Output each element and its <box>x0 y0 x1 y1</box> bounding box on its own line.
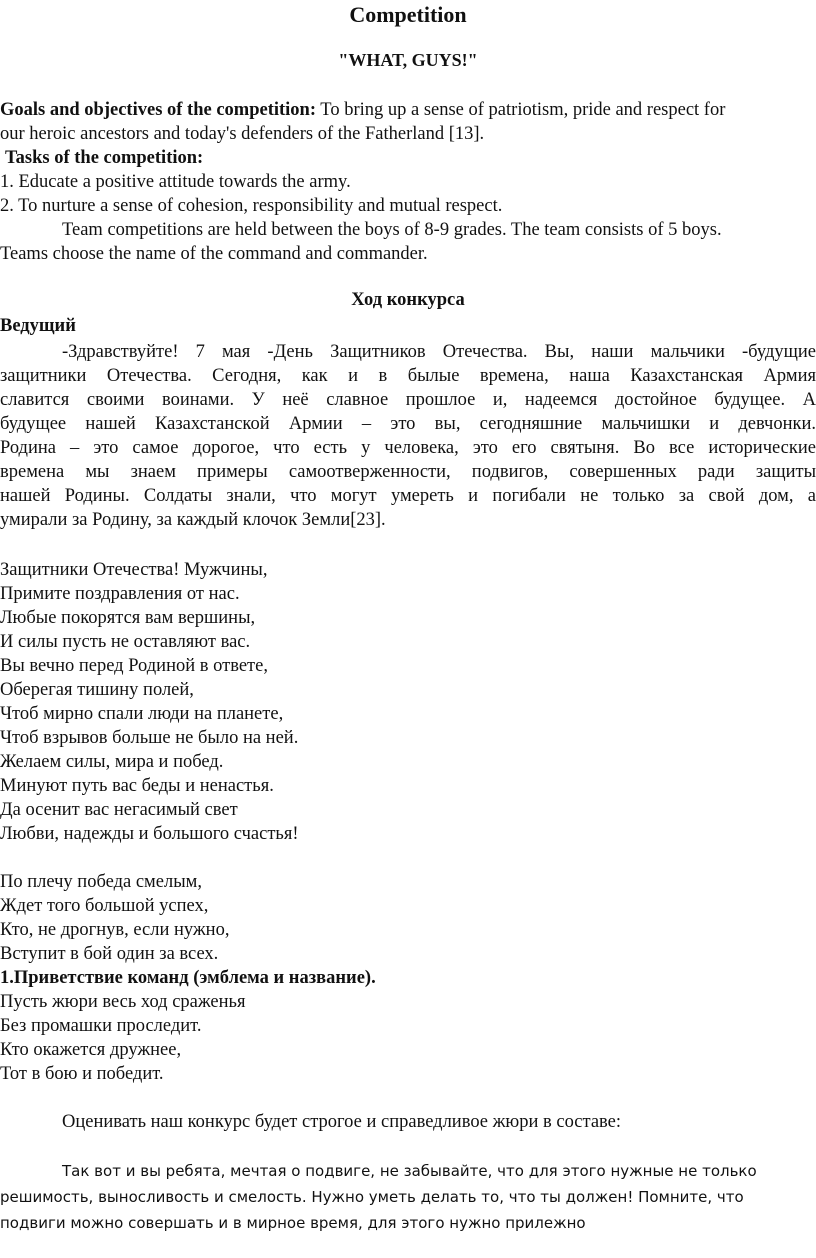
speech-line: защитники Отечества. Сегодня, как и в былые времена, наша Казахстанская Армия <box>0 366 816 386</box>
task-item-1: 1. Educate a positive attitude towards the army. <box>0 172 351 192</box>
speech-line: -Здравствуйте! 7 мая -День Защитников Отечества. Вы, наши мальчики -будущие <box>62 342 816 362</box>
task-item-2: 2. To nurture a sense of cohesion, responsibility and mutual respect. <box>0 196 503 216</box>
speech-line: нашей Родины. Солдаты знали, что могут умереть и погибали не только за свой дом, а <box>0 486 816 506</box>
poem-line: Оберегая тишину полей, <box>0 680 194 700</box>
goals-paragraph <box>0 98 725 122</box>
poem-line: Да осенит вас негасимый свет <box>0 800 238 820</box>
document-title: Competition <box>349 2 467 27</box>
poem-line: И силы пусть не оставляют вас. <box>0 632 251 652</box>
goals-label: Goals and objectives of the competition: <box>0 100 317 120</box>
poem-line: Кто, не дрогнув, если нужно, <box>0 920 230 940</box>
poem-line: Чтоб взрывов больше не было на ней. <box>0 728 299 748</box>
section-heading: Ход конкурса <box>351 290 465 310</box>
speech-line: будущее нашей Казахстанской Армии – это вы, сегодняшние мальчишки и девчонки. <box>0 414 816 434</box>
goals-text: To bring up a sense of patriotism, pride and respect for <box>316 100 726 120</box>
competition-name: "WHAT, GUYS!" <box>338 50 478 70</box>
speech-line: Родина – это самое дорогое, что есть у человека, это его святыня. Во все исторические <box>0 438 816 458</box>
poem-line: Кто окажется дружнее, <box>0 1040 182 1060</box>
poem-line: Любви, надежды и большого счастья! <box>0 824 299 844</box>
poem-line: Чтоб мирно спали люди на планете, <box>0 704 284 724</box>
closing-line: подвиги можно совершать и в мирное время, для этого нужно прилежно <box>0 1214 586 1232</box>
poem-line: Примите поздравления от нас. <box>0 584 240 604</box>
poem-line: Пусть жюри весь ход сраженья <box>0 992 246 1012</box>
team-paragraph-line1: Team competitions are held between the boys of 8-9 grades. The team consists of 5 boys. <box>62 220 722 240</box>
tasks-label: Tasks of the competition: <box>5 148 204 168</box>
speech-line: умирали за Родину, за каждый клочок Земли[23]. <box>0 510 386 530</box>
jury-line: Оценивать наш конкурс будет строгое и справедливое жюри в составе: <box>62 1112 622 1132</box>
poem-line: Вы вечно перед Родиной в ответе, <box>0 656 268 676</box>
poem-line: Вступит в бой один за всех. <box>0 944 219 964</box>
goals-text-line2: our heroic ancestors and today's defenders of the Fatherland [13]. <box>0 124 485 144</box>
poem-line: Ждет того большой успех, <box>0 896 209 916</box>
poem-line: Желаем силы, мира и побед. <box>0 752 224 772</box>
poem-line: Минуют путь вас беды и ненастья. <box>0 776 274 796</box>
speech-line: славится своими воинами. У неё славное прошлое и, надеемся достойное будущее. А <box>0 390 816 410</box>
speech-line: времена мы знаем примеры самоотверженности, подвигов, совершенных ради защиты <box>0 462 816 482</box>
closing-line: решимость, выносливость и смелость. Нужно уметь делать то, что ты должен! Помните, что <box>0 1188 744 1206</box>
host-label: Ведущий <box>0 316 76 336</box>
item-1-heading: 1.Приветствие команд (эмблема и название). <box>0 968 376 988</box>
poem-line: Любые покорятся вам вершины, <box>0 608 256 628</box>
team-paragraph-line2: Teams choose the name of the command and commander. <box>0 244 428 264</box>
closing-line: Так вот и вы ребята, мечтая о подвиге, не забывайте, что для этого нужные не только <box>62 1162 757 1180</box>
poem-line: Тот в бою и победит. <box>0 1064 164 1084</box>
poem-line: Защитники Отечества! Мужчины, <box>0 560 268 580</box>
poem-line: По плечу победа смелым, <box>0 872 202 892</box>
poem-line: Без промашки проследит. <box>0 1016 202 1036</box>
